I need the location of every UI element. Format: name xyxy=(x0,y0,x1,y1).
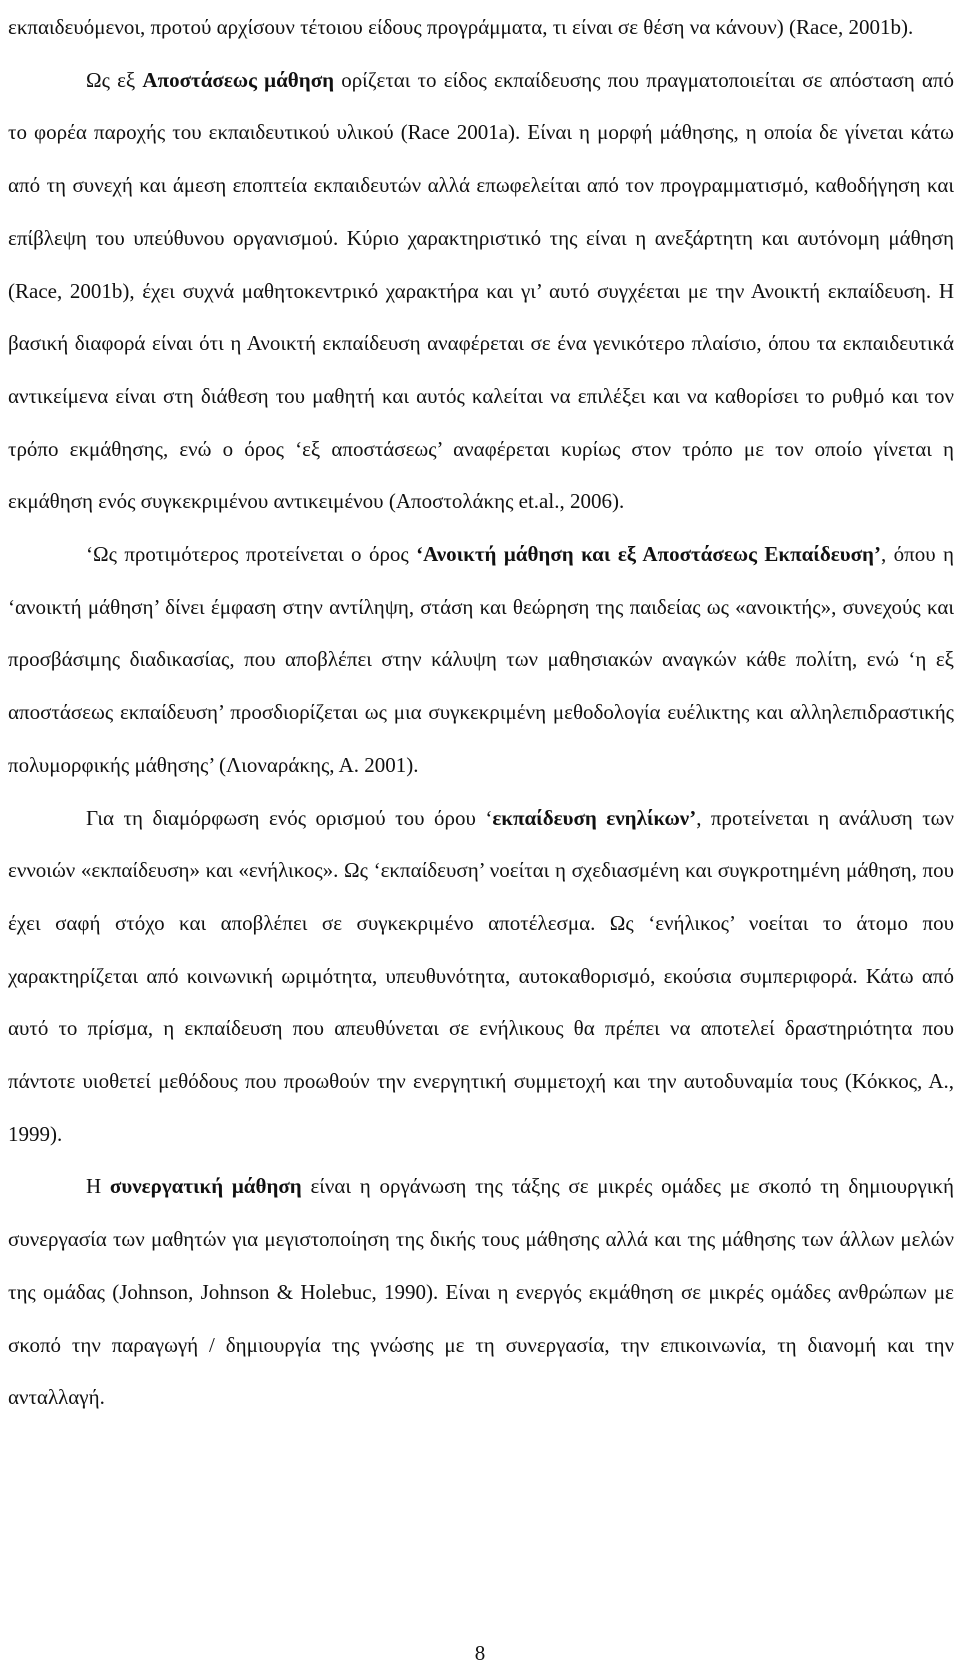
document-page xyxy=(8,0,954,1424)
page-number: 8 xyxy=(474,1641,486,1665)
paragraph-2-lead: Ως εξ xyxy=(86,67,143,92)
term-distance-learning: Αποστάσεως μάθηση xyxy=(142,67,335,92)
paragraph-2 xyxy=(8,54,954,528)
term-adult-education: εκπαίδευση ενηλίκων’ xyxy=(492,805,697,830)
term-collaborative-learning: συνεργατική μάθηση xyxy=(109,1174,302,1199)
paragraph-4-text: , προτείνεται η ανάλυση των εννοιών «εκπαίδευση» και «ενήλικος». Ως ‘εκπαίδευση’ νοείται η σχεδιασμένη και συγκροτημένη μάθηση, που έχει σαφή στόχο και αποβλέπει σε συγκεκριμένο αποτέλεσμα. Ως ‘ενήλικος’ νοείται το άτομο που χαρακτηρίζεται από κοινωνική ωριμότητα, υπευθυνότητα, αυτοκαθορισμό, εκούσια συμπεριφορά. Κάτω από αυτό το πρίσμα, η εκπαίδευση που απευθύνεται σε ενήλικους θα πρέπει να αποτελεί δραστηριότητα που πάντοτε υιοθετεί μεθόδους που προωθούν την ενεργητική συμμετοχή και την αυτοδυναμία τους (Κόκκος, Α., 1999). xyxy=(8,805,954,1146)
paragraph-5 xyxy=(8,1160,954,1424)
term-open-learning: ‘Ανοικτή μάθηση και εξ Αποστάσεως Εκπαίδευση’ xyxy=(416,542,881,567)
paragraph-1-text: εκπαιδευόμενοι, προτού αρχίσουν τέτοιου είδους προγράμματα, τι είναι σε θέση να κάνουν) (Race, 2001b). xyxy=(8,15,914,39)
paragraph-5-lead: Η xyxy=(86,1174,110,1199)
paragraph-4-lead: Για τη διαμόρφωση ενός ορισμού του όρου ‘ xyxy=(86,805,493,830)
paragraph-2-text: ορίζεται το είδος εκπαίδευσης που πραγματοποιείται σε απόσταση από το φορέα παροχής του εκπαιδευτικού υλικού (Race 2001a). Είναι η μορφή μάθησης, η οποία δε γίνεται κάτω από τη συνεχή και άμεση εποπτεία εκπαιδευτών αλλά επωφελείται από τον προγραμματισμό, καθοδήγηση και επίβλεψη του υπεύθυνου οργανισμού. Κύριο χαρακτηριστικό της είναι η ανεξάρτητη και αυτόνομη μάθηση (Race, 2001b), έχει συχνά μαθητοκεντρικό χαρακτήρα και γι’ αυτό συγχέεται με την Ανοικτή εκπαίδευση. Η βασική διαφορά είναι ότι η Ανοικτή εκπαίδευση αναφέρεται σε ένα γενικότερο πλαίσιο, όπου τα εκπαιδευτικά αντικείμενα είναι στη διάθεση του μαθητή και αυτός καλείται να επιλέξει και να καθορίσει το ρυθμό και τον τρόπο εκμάθησης, ενώ ο όρος ‘εξ αποστάσεως’ αναφέρεται κυρίως στον τρόπο με τον οποίο γίνεται η εκμάθηση ενός συγκεκριμένου αντικειμένου (Αποστολάκης et.al., 2006). xyxy=(8,67,954,514)
paragraph-3 xyxy=(8,528,954,792)
paragraph-3-text: , όπου η ‘ανοικτή μάθηση’ δίνει έμφαση στην αντίληψη, στάση και θεώρηση της παιδείας ως «ανοικτής», συνεχούς και προσβάσιμης διαδικασίας, που αποβλέπει στην κάλυψη των μαθησιακών αναγκών κάθε πολίτη, ενώ ‘η εξ αποστάσεως εκπαίδευση’ προσδιορίζεται ως μια συγκεκριμένη μεθοδολογία ευέλικτης και αλληλεπιδραστικής πολυμορφικής μάθησης’ (Λιοναράκης, Α. 2001). xyxy=(8,542,954,777)
paragraph-4 xyxy=(8,792,954,1161)
paragraph-3-lead: ‘Ως προτιμότερος προτείνεται ο όρος xyxy=(86,542,417,567)
paragraph-5-text: είναι η οργάνωση της τάξης σε μικρές ομάδες με σκοπό τη δημιουργική συνεργασία των μαθητών για μεγιστοποίηση της δικής τους μάθησης αλλά και της μάθησης των άλλων μελών της ομάδας (Johnson, Johnson & Holebuc, 1990). Είναι η ενεργός εκμάθηση σε μικρές ομάδες ανθρώπων με σκοπό την παραγωγή / δημιουργία της γνώσης με τη συνεργασία, την επικοινωνία, τη διανομή και την ανταλλαγή. xyxy=(8,1174,955,1410)
paragraph-1 xyxy=(8,1,954,54)
